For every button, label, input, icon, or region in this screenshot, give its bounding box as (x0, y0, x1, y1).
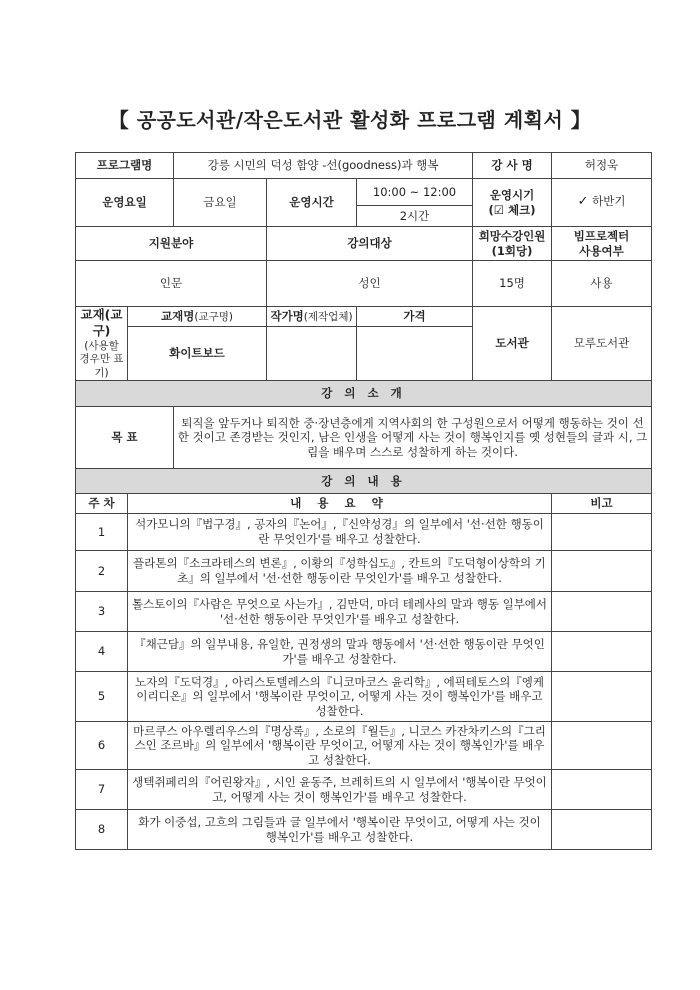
week-number: 3 (76, 592, 128, 632)
capacity-header-line2: (1회당) (491, 243, 533, 258)
week-note (552, 810, 652, 850)
week-number: 5 (76, 672, 128, 722)
period-label-line2: (☑ 체크) (488, 202, 536, 217)
projector-header-line2: 사용여부 (579, 243, 624, 258)
period-value-cell (552, 179, 652, 227)
week-note (552, 722, 652, 770)
week-note (552, 672, 652, 722)
capacity-header (473, 227, 552, 261)
capacity-value: 15명 (473, 261, 552, 307)
week-number: 8 (76, 810, 128, 850)
week-number: 2 (76, 551, 128, 592)
program-plan-table (75, 152, 652, 850)
target-value: 성인 (267, 261, 473, 307)
week-number: 6 (76, 722, 128, 770)
table-row (76, 592, 652, 632)
material-name-header-text: 교재명 (161, 308, 195, 323)
note-column-header: 비고 (552, 494, 652, 514)
week-summary: 생텍쥐페리의『어린왕자』, 시인 윤동주, 브레히트의 시 일부에서 '행복이란 무엇이고, 어떻게 사는 것이 행복인가'를 배우고 성찰한다. (128, 770, 552, 810)
projector-value: 사용 (552, 261, 652, 307)
week-summary: 『채근담』의 일부내용, 유일한, 권정생의 말과 행동에서 '선·선한 행동이란 무엇인가'를 배우고 성찰한다. (128, 632, 552, 672)
week-note (552, 514, 652, 551)
goal-text: 퇴직을 앞두거나 퇴직한 중·장년층에게 지역사회의 한 구성원으로서 어떻게 행동하는 것이 선한 것이고 존경받는 것인지, 남은 인생을 어떻게 사는 것이 행복인지를 옛 성현들의 글과 시, 그림을 배우며 스스로 성찰하게 하는 것이다. (174, 407, 652, 469)
time-duration: 2시간 (357, 206, 473, 227)
capacity-header-line1: 희망수강인원 (478, 228, 546, 243)
material-item-author (267, 326, 357, 381)
table-row (76, 514, 652, 551)
materials-label: 교재(교구) (80, 307, 123, 339)
material-author-header-text: 작가명 (270, 308, 304, 323)
table-row (76, 672, 652, 722)
summary-column-header: 내 용 요 약 (128, 494, 552, 514)
projector-header (552, 227, 652, 261)
week-number: 1 (76, 514, 128, 551)
instructor-label: 강 사 명 (473, 153, 552, 179)
material-item-name: 화이트보드 (128, 326, 267, 381)
week-summary: 노자의『도덕경』, 아리스토텔레스의『니코마코스 윤리학』, 에픽테토스의『엥케이리디온』의 일부에서 '행복이란 무엇이고, 어떻게 사는 것이 행복인가'를 배우고 성찰한다. (128, 672, 552, 722)
table-row (76, 770, 652, 810)
week-note (552, 770, 652, 810)
library-value: 모루도서관 (552, 307, 652, 381)
field-header: 지원분야 (76, 227, 267, 261)
intro-section-header: 강 의 소 개 (76, 381, 652, 407)
period-label (473, 179, 552, 227)
material-name-header (128, 307, 267, 327)
week-summary: 화가 이중섭, 고흐의 그림들과 글 일부에서 '행복이란 무엇이고, 어떻게 사는 것이 행복인가'를 배우고 성찰한다. (128, 810, 552, 850)
program-name-value: 강릉 시민의 덕성 함양 -선(goodness)과 행복 (174, 153, 473, 179)
target-header: 강의대상 (267, 227, 473, 261)
material-author-header-note: (제작업체) (303, 310, 353, 323)
field-value: 인문 (76, 261, 267, 307)
time-range: 10:00 ~ 12:00 (357, 179, 473, 206)
goal-label: 목 표 (76, 407, 174, 469)
library-label: 도서관 (473, 307, 552, 381)
table-row (76, 810, 652, 850)
week-summary: 석가모니의『법구경』, 공자의『논어』,『신약성경』의 일부에서 '선·선한 행동이란 무엇인가'를 배우고 성찰한다. (128, 514, 552, 551)
week-summary: 마르쿠스 아우렐리우스의『명상록』, 소로의『월든』, 니코스 카잔차키스의『그리스인 조르바』의 일부에서 '행복이란 무엇이고, 어떻게 사는 것이 행복인가'를 배우고 성찰한다. (128, 722, 552, 770)
table-row (76, 551, 652, 592)
week-note (552, 592, 652, 632)
week-number: 4 (76, 632, 128, 672)
day-value: 금요일 (174, 179, 267, 227)
material-price-header: 가격 (357, 307, 473, 327)
period-check-icon: ✓ (577, 194, 589, 210)
week-summary: 톨스토이의『사람은 무엇으로 사는가』, 김만덕, 마더 테레사의 말과 행동 일부에서 '선·선한 행동이란 무엇인가'를 배우고 성찰한다. (128, 592, 552, 632)
week-note (552, 551, 652, 592)
instructor-value: 허정욱 (552, 153, 652, 179)
document-title: 【 공공도서관/작은도서관 활성화 프로그램 계획서 】 (108, 108, 592, 132)
materials-label-cell (76, 307, 128, 381)
day-label: 운영요일 (76, 179, 174, 227)
projector-header-line1: 빔프로젝터 (573, 228, 630, 243)
material-author-header (267, 307, 357, 327)
materials-label-note: (사용할 경우만 표기) (79, 339, 124, 379)
week-number: 7 (76, 770, 128, 810)
week-summary: 플라톤의『소크라테스의 변론』, 이황의『성학십도』, 칸트의『도덕형이상학의 기초』의 일부에서 '선·선한 행동이란 무엇인가'를 배우고 성찰한다. (128, 551, 552, 592)
program-name-label: 프로그램명 (76, 153, 174, 179)
material-item-price (357, 326, 473, 381)
time-label: 운영시간 (267, 179, 357, 227)
table-row (76, 632, 652, 672)
table-row (76, 722, 652, 770)
period-label-line1: 운영시기 (489, 187, 535, 202)
week-note (552, 632, 652, 672)
material-name-header-note: (교구명) (194, 310, 233, 323)
period-value: 하반기 (592, 194, 626, 209)
content-section-header: 강 의 내 용 (76, 469, 652, 494)
week-column-header: 주 차 (76, 494, 128, 514)
